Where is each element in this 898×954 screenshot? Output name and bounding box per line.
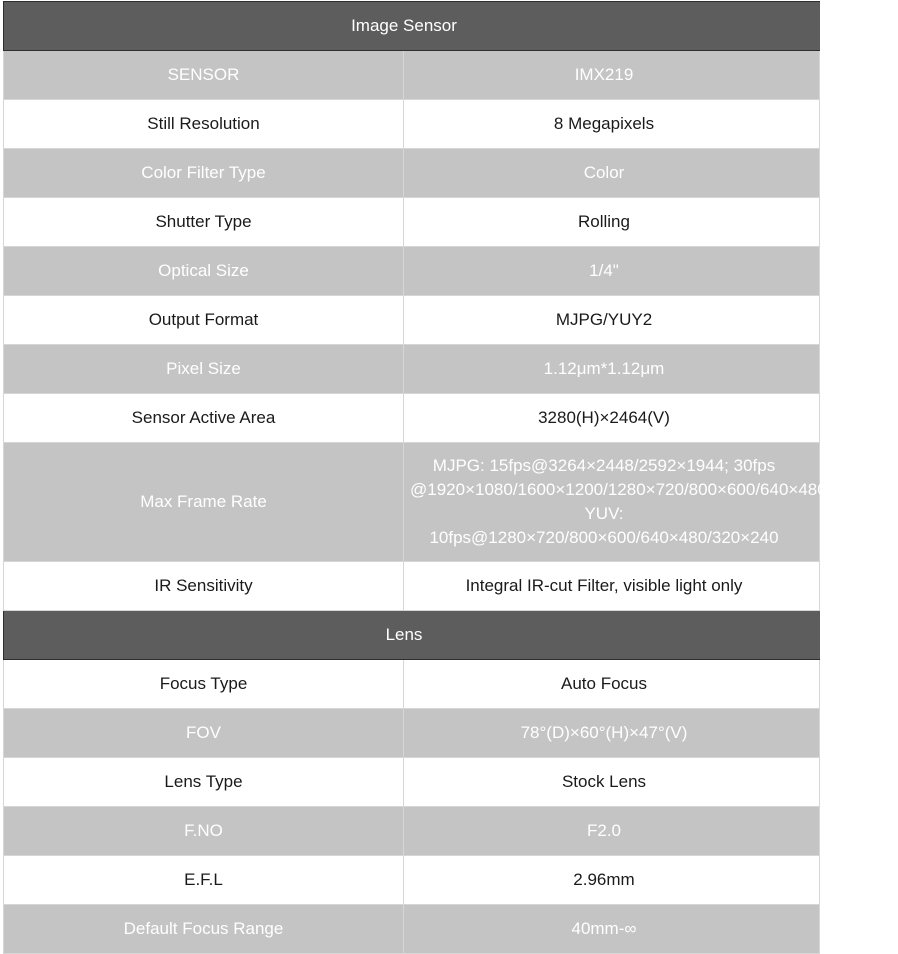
row-label: F.NO — [4, 807, 404, 856]
section-header-lens — [4, 611, 820, 660]
section-title: Lens — [385, 625, 423, 644]
row-value — [404, 443, 898, 562]
table-row — [4, 443, 820, 562]
row-value-text: Integral IR-cut Filter, visible light only — [465, 576, 743, 595]
row-value-text: 2.96mm — [573, 870, 635, 889]
row-value-text: 8 Megapixels — [553, 114, 655, 133]
row-label: Output Format — [4, 296, 404, 345]
row-label: Lens Type — [4, 758, 404, 807]
row-label: Max Frame Rate — [4, 443, 404, 562]
row-label: Focus Type — [4, 660, 404, 709]
row-value — [404, 856, 820, 905]
row-value — [404, 905, 820, 954]
row-value — [404, 758, 820, 807]
table-row — [4, 198, 820, 247]
table-row — [4, 807, 820, 856]
row-value — [404, 198, 820, 247]
row-label: Color Filter Type — [4, 149, 404, 198]
row-value — [404, 100, 820, 149]
table-row — [4, 394, 820, 443]
table-row — [4, 758, 820, 807]
row-value — [404, 394, 820, 443]
row-value-text: Rolling — [578, 212, 630, 231]
row-value-text: Stock Lens — [561, 772, 647, 791]
table-row — [4, 562, 820, 611]
frame-rate-line: 10fps@1280×720/800×600/640×480/320×240 — [429, 528, 779, 547]
row-label: Default Focus Range — [4, 905, 404, 954]
row-value-text: Auto Focus — [561, 674, 647, 693]
row-label: Still Resolution — [4, 100, 404, 149]
row-value-text: 40mm-∞ — [571, 919, 637, 938]
section-title: Image Sensor — [351, 16, 457, 35]
row-value — [404, 345, 820, 394]
row-value — [404, 562, 820, 611]
row-value-text: MJPG/YUY2 — [555, 310, 653, 329]
row-value — [404, 807, 820, 856]
row-label: Shutter Type — [4, 198, 404, 247]
frame-rate-line: YUV: — [584, 504, 624, 523]
table-row — [4, 660, 820, 709]
table-row — [4, 247, 820, 296]
row-label: Sensor Active Area — [4, 394, 404, 443]
table-row — [4, 856, 820, 905]
row-value-text: 1/4" — [589, 261, 619, 280]
row-value-text: 78°(D)×60°(H)×47°(V) — [520, 723, 688, 742]
row-label: SENSOR — [4, 51, 404, 100]
row-value — [404, 149, 820, 198]
table-row — [4, 149, 820, 198]
table-row — [4, 296, 820, 345]
row-value-text: IMX219 — [574, 65, 634, 84]
row-value — [404, 709, 820, 758]
row-label: FOV — [4, 709, 404, 758]
row-label: IR Sensitivity — [4, 562, 404, 611]
row-value-text: 1.12μm*1.12μm — [543, 359, 665, 378]
row-value-text: 3280(H)×2464(V) — [538, 408, 670, 427]
frame-rate-line: MJPG: 15fps@3264×2448/2592×1944; 30fps — [432, 456, 776, 475]
row-label: Optical Size — [4, 247, 404, 296]
row-value — [404, 247, 820, 296]
table-row — [4, 709, 820, 758]
row-label: E.F.L — [4, 856, 404, 905]
spec-table — [3, 1, 898, 954]
row-value — [404, 660, 820, 709]
row-value-text: F2.0 — [586, 821, 622, 840]
table-row — [4, 345, 820, 394]
row-value — [404, 296, 820, 345]
table-row — [4, 51, 820, 100]
row-value — [404, 51, 820, 100]
table-row — [4, 100, 820, 149]
table-row — [4, 905, 820, 954]
row-value-text: Color — [583, 163, 625, 182]
frame-rate-line: @1920×1080/1600×1200/1280×720/800×600/640×480/320×240 — [410, 480, 898, 499]
section-header-image-sensor — [4, 2, 820, 51]
row-label: Pixel Size — [4, 345, 404, 394]
